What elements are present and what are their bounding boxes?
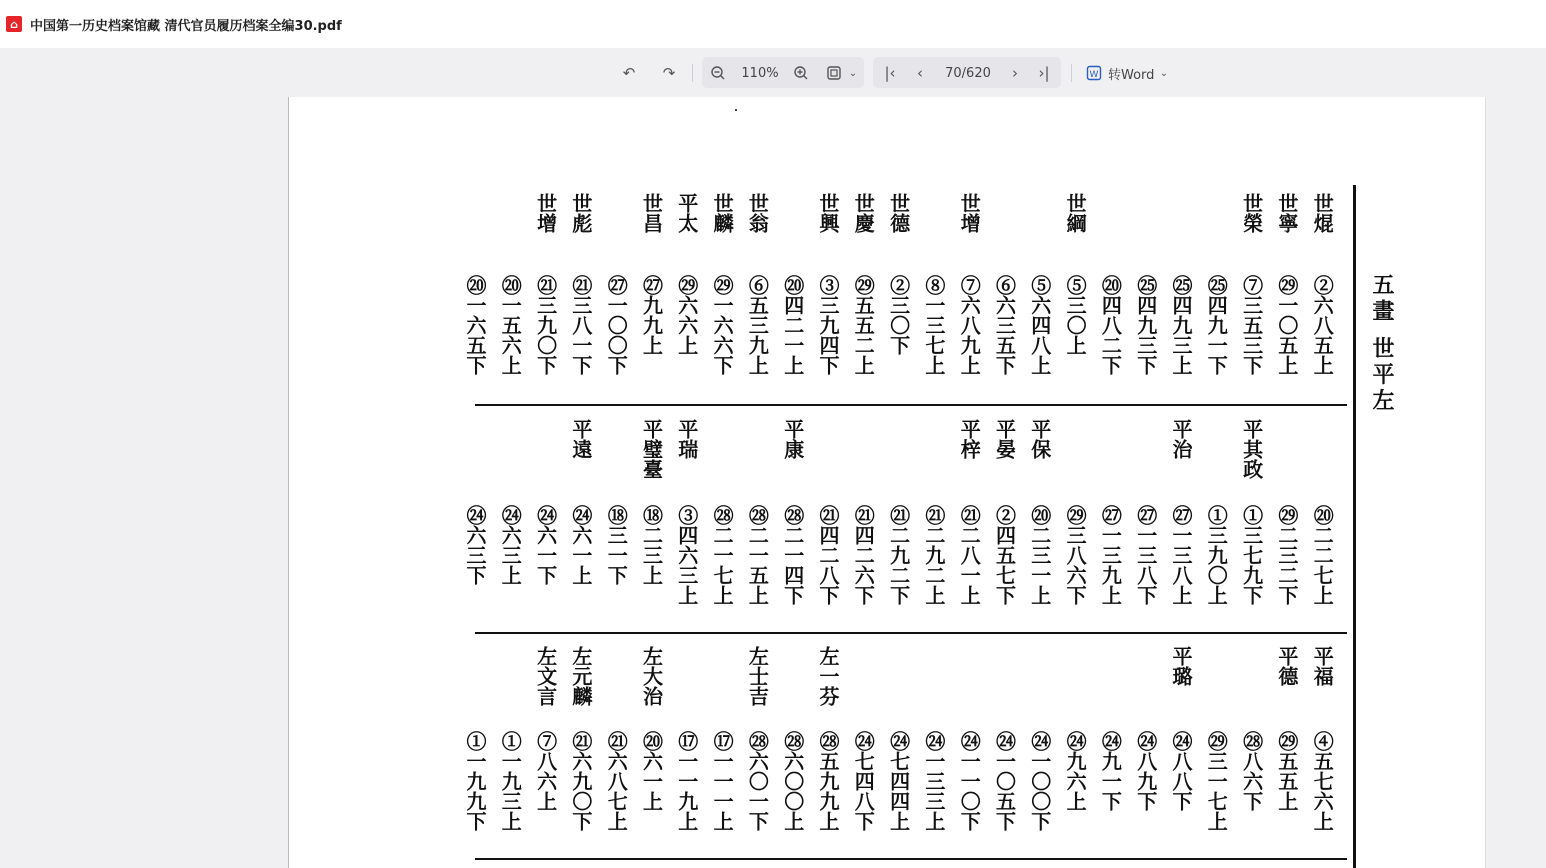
name-entry: 世彪 bbox=[568, 193, 593, 233]
ref-column: ①三九〇上 bbox=[1204, 505, 1229, 605]
ref-column: ㉑二八一上 bbox=[957, 505, 982, 605]
name-entry: 左文言 bbox=[533, 646, 558, 706]
ref-column: ㉘五九九上 bbox=[816, 731, 840, 831]
word-icon[interactable] bbox=[1084, 58, 1104, 88]
undo-icon[interactable]: ↶ bbox=[622, 64, 636, 82]
name-entry: 平福 bbox=[1310, 646, 1335, 686]
first-page-icon[interactable]: |‹ bbox=[884, 64, 896, 82]
ref-column: ㉔六一下 bbox=[533, 505, 558, 585]
toolbar-separator bbox=[1071, 64, 1072, 82]
ref-column: ㉕四九一下 bbox=[1204, 275, 1229, 375]
ref-column: ㉑六八七上 bbox=[604, 731, 629, 831]
name-entry: 平治 bbox=[1169, 419, 1193, 459]
name-entry: 平晏 bbox=[992, 419, 1017, 459]
ref-column: ㉙五五二上 bbox=[851, 275, 876, 375]
name-entry: 左元麟 bbox=[568, 646, 593, 706]
ref-column: ㉔六三下 bbox=[463, 505, 487, 585]
ref-column: ㉔七四八下 bbox=[851, 731, 876, 831]
ref-column: ③四六三上 bbox=[674, 505, 699, 605]
pdf-icon: ⌂ bbox=[6, 16, 22, 32]
ref-column: ①三七九下 bbox=[1239, 505, 1264, 605]
ref-column: ②四五七下 bbox=[992, 505, 1017, 605]
ref-column: ⑰一一九上 bbox=[674, 731, 699, 831]
ref-column: ②三〇下 bbox=[886, 275, 911, 355]
name-entry: 平康 bbox=[780, 419, 805, 459]
ref-column: ㉙一〇五上 bbox=[1274, 275, 1299, 375]
ref-column: ㉙二三二下 bbox=[1274, 505, 1299, 605]
ref-column: ㉕四九三上 bbox=[1169, 275, 1193, 375]
ref-column: ⑳四八二下 bbox=[1098, 275, 1123, 375]
ref-column: ①一九三上 bbox=[498, 731, 523, 831]
fit-page-icon[interactable] bbox=[822, 58, 846, 88]
ref-column: ①一九九下 bbox=[463, 731, 487, 831]
ref-column: ㉔九六上 bbox=[1063, 731, 1088, 811]
ref-column: ⑳一六五下 bbox=[463, 275, 487, 375]
ref-column: ㉔一〇五下 bbox=[992, 731, 1017, 831]
ref-column: ㉔七四四上 bbox=[886, 731, 911, 831]
zoom-level[interactable]: 110% bbox=[741, 65, 779, 81]
ref-column: ⑥六三五下 bbox=[992, 275, 1017, 375]
name-entry: 世興 bbox=[816, 193, 840, 233]
name-entry: 平德 bbox=[1274, 646, 1299, 686]
ref-column: ③三九四下 bbox=[816, 275, 840, 375]
name-entry: 世寧 bbox=[1274, 193, 1299, 233]
ref-column: ㉘二一七上 bbox=[710, 505, 735, 605]
page-speck bbox=[735, 109, 737, 111]
ref-column: ⑱三一下 bbox=[604, 505, 629, 585]
table-border bbox=[1353, 185, 1356, 868]
ref-column: ㉑四二六下 bbox=[851, 505, 876, 605]
ref-column: ㉔六一上 bbox=[568, 505, 593, 585]
ref-column: ㉗一三八下 bbox=[1133, 505, 1158, 605]
name-entry: 平梓 bbox=[957, 419, 982, 459]
row-divider bbox=[475, 404, 1347, 406]
ref-column: ⑱二三上 bbox=[639, 505, 664, 585]
ref-column: ⑦八六上 bbox=[533, 731, 558, 811]
ref-column: ㉘二一四下 bbox=[780, 505, 805, 605]
ref-column: ㉕四九三下 bbox=[1133, 275, 1158, 375]
name-entry: 世昌 bbox=[639, 193, 664, 233]
ref-column: ㉙六六上 bbox=[674, 275, 699, 355]
name-entry: 世翁 bbox=[745, 193, 770, 233]
ref-column: ⑦三五三下 bbox=[1239, 275, 1264, 375]
name-entry: 世增 bbox=[533, 193, 558, 233]
ref-column: ④五七六上 bbox=[1310, 731, 1335, 831]
redo-icon[interactable]: ↷ bbox=[662, 64, 676, 82]
title-bar bbox=[0, 0, 1546, 48]
ref-column: ⑦六八九上 bbox=[957, 275, 982, 375]
ref-column: ㉑二九二下 bbox=[886, 505, 911, 605]
name-entry: 世麟 bbox=[710, 193, 735, 233]
ref-column: ⑳二二七上 bbox=[1310, 505, 1335, 605]
ref-column: ㉔八八下 bbox=[1169, 731, 1193, 811]
chevron-down-icon[interactable]: ⌄ bbox=[1159, 67, 1169, 79]
ref-column: ㉔八九下 bbox=[1133, 731, 1158, 811]
ref-column: ㉔一一〇下 bbox=[957, 731, 982, 831]
last-page-icon[interactable]: ›| bbox=[1038, 64, 1050, 82]
name-entry: 世慶 bbox=[851, 193, 876, 233]
ref-column: ⑳二三一上 bbox=[1027, 505, 1052, 605]
document-title: 中国第一历史档案馆藏 清代官员履历档案全编30.pdf bbox=[30, 18, 342, 34]
ref-column: ㉗一〇〇下 bbox=[604, 275, 629, 375]
toolbar bbox=[0, 48, 1546, 97]
next-page-icon[interactable]: › bbox=[1012, 64, 1018, 82]
name-entry: 世焜 bbox=[1310, 193, 1335, 233]
name-entry: 世綱 bbox=[1063, 193, 1088, 233]
name-entry: 世榮 bbox=[1239, 193, 1264, 233]
ref-column: ㉘六〇一下 bbox=[745, 731, 770, 831]
ref-column: ⑳四二一上 bbox=[780, 275, 805, 375]
name-entry: 左士吉 bbox=[745, 646, 770, 706]
document-page bbox=[288, 97, 1486, 868]
ref-column: ⑤六四八上 bbox=[1027, 275, 1052, 375]
ref-column: ⑳一五六上 bbox=[498, 275, 523, 375]
name-entry: 世增 bbox=[957, 193, 982, 233]
name-entry: 世德 bbox=[886, 193, 911, 233]
row-divider bbox=[475, 632, 1347, 634]
ref-column: ⑥五三九上 bbox=[745, 275, 770, 375]
ref-column: ⑧一三七上 bbox=[921, 275, 946, 375]
ref-column: ㉔六三上 bbox=[498, 505, 523, 585]
zoom-out-icon[interactable] bbox=[706, 58, 730, 88]
ref-column: ㉘八六下 bbox=[1239, 731, 1264, 811]
ref-column: ㉙三一七上 bbox=[1204, 731, 1229, 831]
ref-column: ㉙三八六下 bbox=[1063, 505, 1088, 605]
convert-word-button[interactable]: 转Word bbox=[1108, 67, 1155, 83]
name-entry: 平璧臺 bbox=[639, 419, 664, 479]
ref-column: ②六八五上 bbox=[1310, 275, 1335, 375]
ref-column: ㉑三九〇下 bbox=[533, 275, 558, 375]
ref-column: ㉙五五上 bbox=[1274, 731, 1299, 811]
ref-column: ㉗九九上 bbox=[639, 275, 664, 355]
ref-column: ㉔一〇〇下 bbox=[1027, 731, 1052, 831]
name-entry: 平瑞 bbox=[674, 419, 699, 459]
svg-text:W: W bbox=[1089, 70, 1099, 80]
ref-column: ㉙一六六下 bbox=[710, 275, 735, 375]
row-divider bbox=[475, 858, 1347, 860]
page-indicator[interactable]: 70/620 bbox=[945, 65, 991, 81]
name-entry: 左一芬 bbox=[816, 646, 840, 706]
name-entry: 平其政 bbox=[1239, 419, 1264, 479]
name-entry: 平太 bbox=[674, 193, 699, 233]
name-entry: 平璐 bbox=[1169, 646, 1193, 686]
prev-page-icon[interactable]: ‹ bbox=[917, 64, 923, 82]
ref-column: ㉔一三三上 bbox=[921, 731, 946, 831]
ref-column: ㉑二九二上 bbox=[921, 505, 946, 605]
section-label: 五畫 世平左 bbox=[1369, 273, 1395, 415]
name-entry: 左大治 bbox=[639, 646, 664, 706]
ref-column: ㉗一三九上 bbox=[1098, 505, 1123, 605]
ref-column: ⑰一一一上 bbox=[710, 731, 735, 831]
ref-column: ⑤三〇上 bbox=[1063, 275, 1088, 355]
ref-column: ㉗一三八上 bbox=[1169, 505, 1193, 605]
name-entry: 平遠 bbox=[568, 419, 593, 459]
ref-column: ⑳六一上 bbox=[639, 731, 664, 811]
ref-column: ㉘六〇〇上 bbox=[780, 731, 805, 831]
name-entry: 平保 bbox=[1027, 419, 1052, 459]
ref-column: ㉔九一下 bbox=[1098, 731, 1123, 811]
ref-column: ㉘二一五上 bbox=[745, 505, 770, 605]
ref-column: ㉑六九〇下 bbox=[568, 731, 593, 831]
ref-column: ㉑四二八下 bbox=[816, 505, 840, 605]
ref-column: ㉑三八一下 bbox=[568, 275, 593, 375]
zoom-in-icon[interactable] bbox=[789, 58, 813, 88]
chevron-down-icon[interactable]: ⌄ bbox=[848, 67, 858, 79]
toolbar-separator bbox=[692, 64, 693, 82]
